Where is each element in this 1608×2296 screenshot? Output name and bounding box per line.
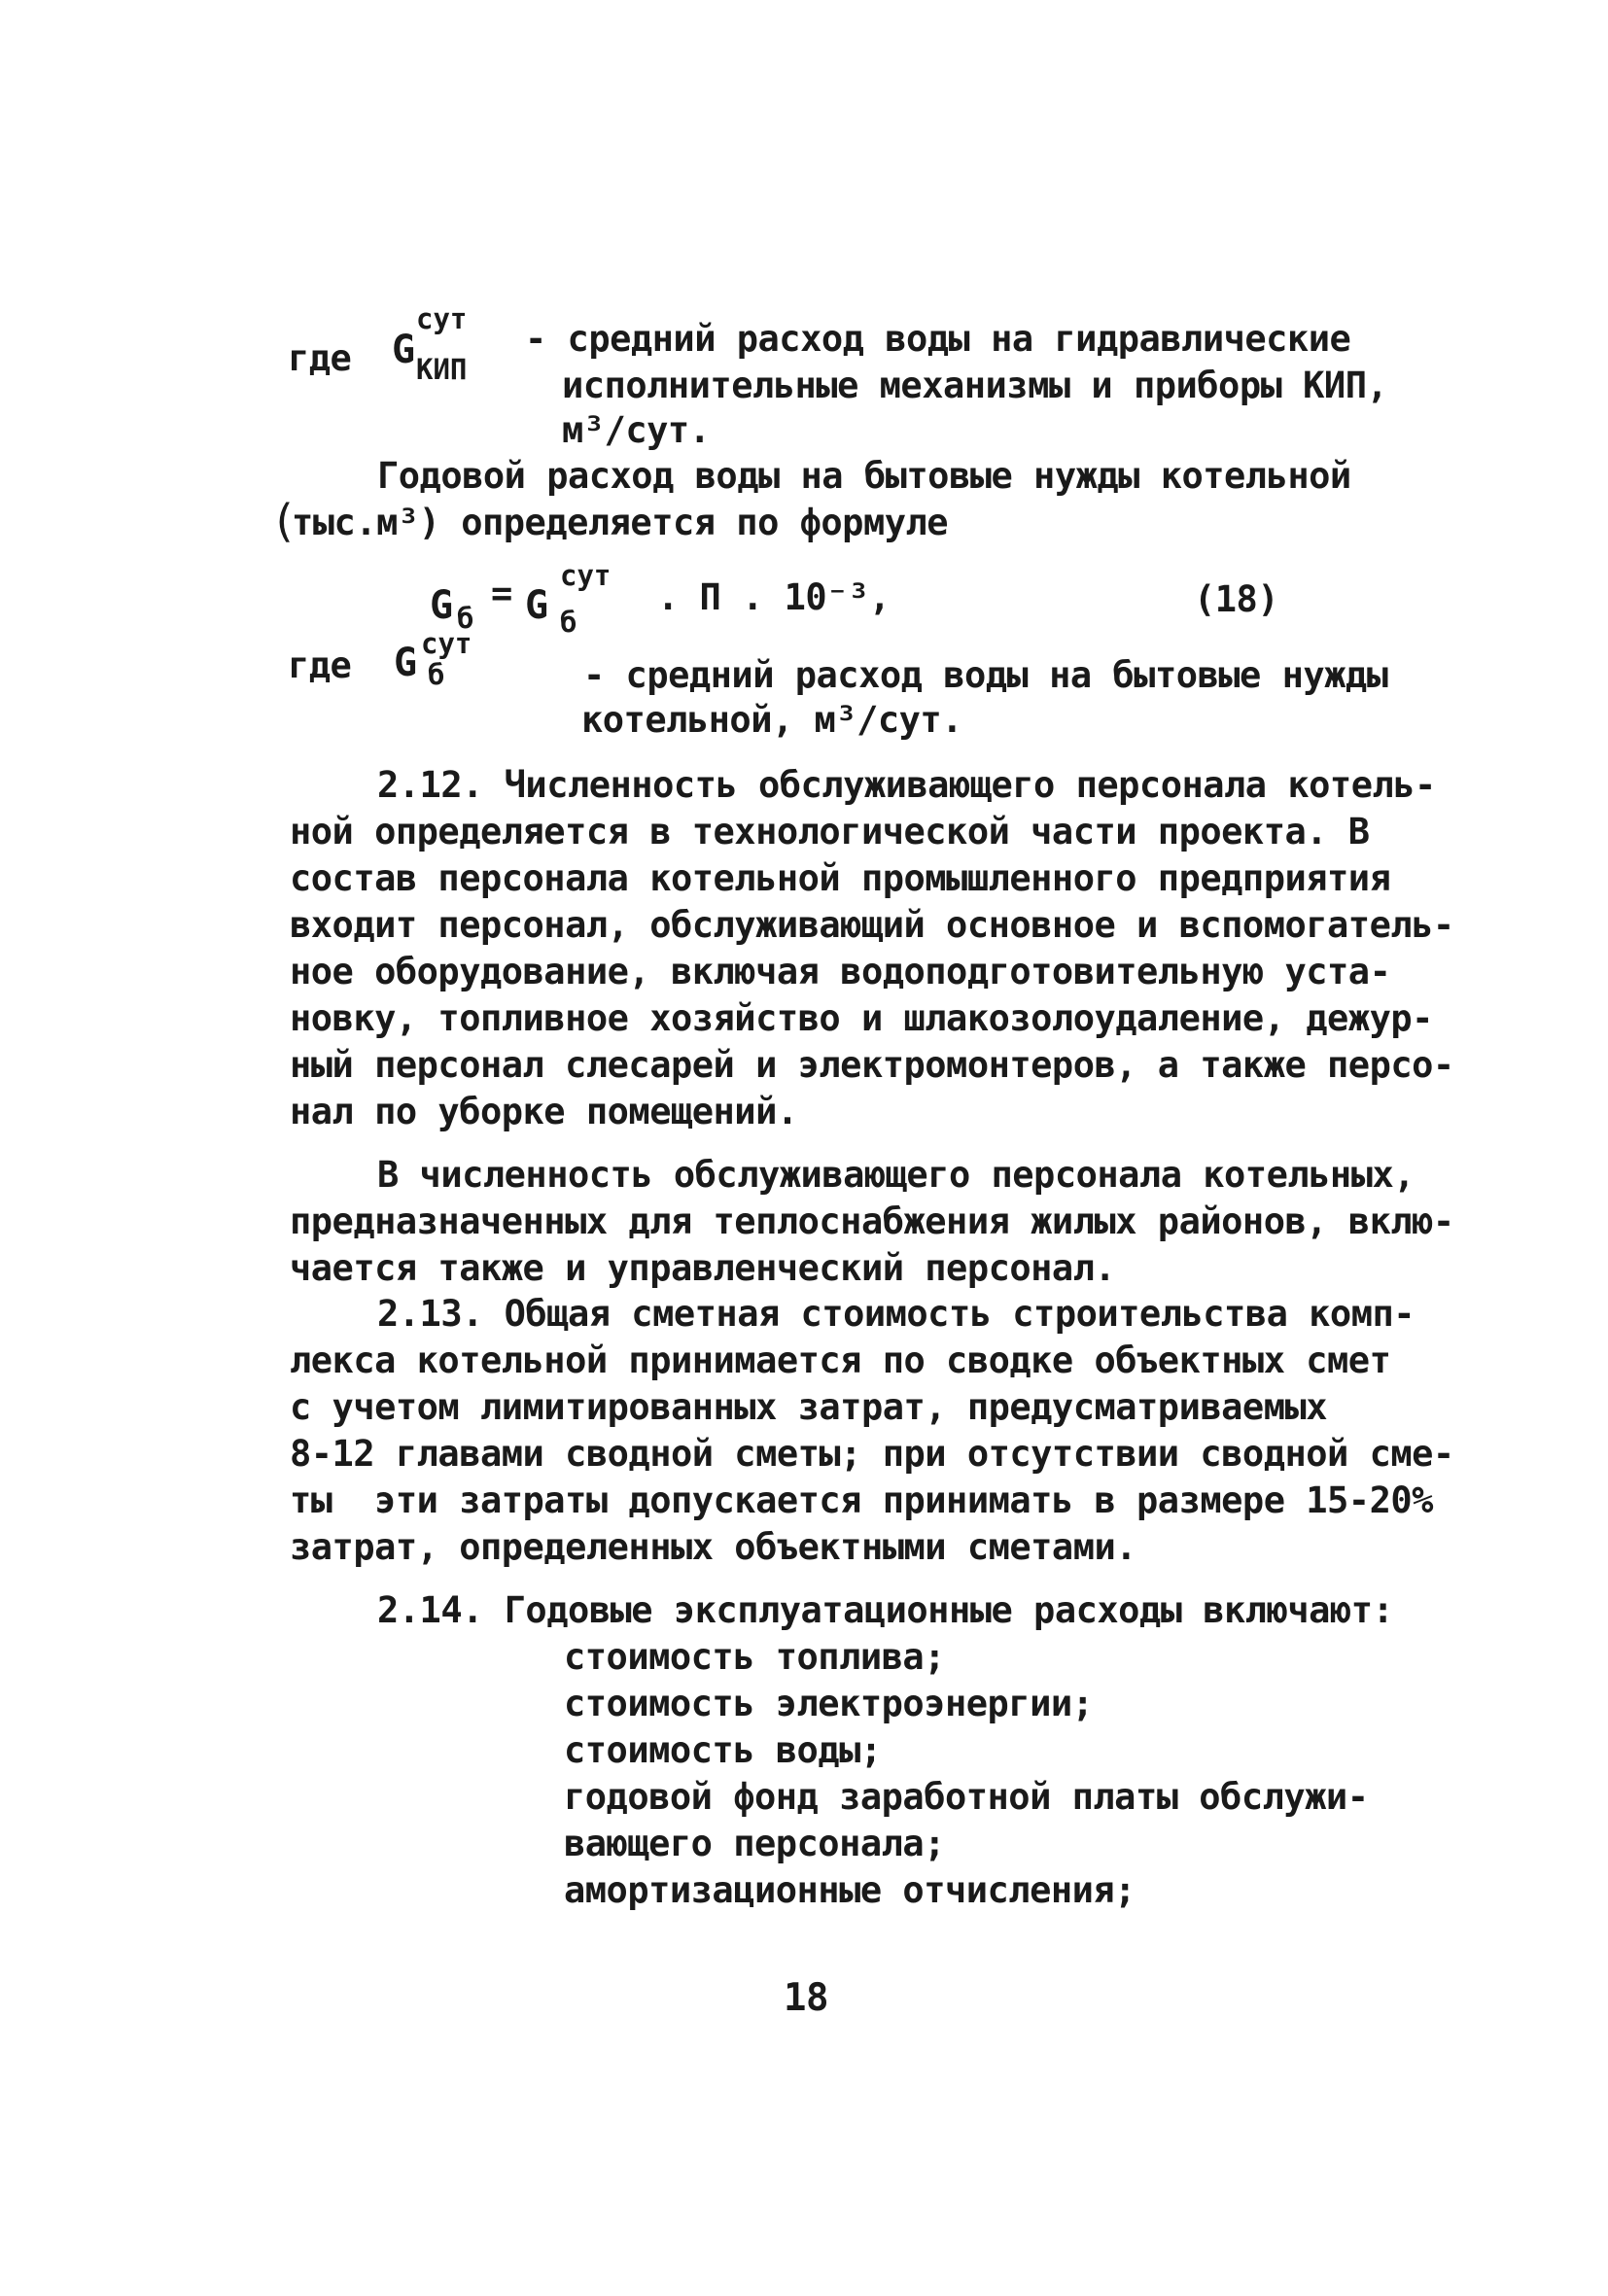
para-2-12-line: новку, топливное хозяйство и шлакозолоудаление, дежур- — [290, 997, 1433, 1039]
formula-rhs-subscript: б — [560, 606, 577, 639]
para-2-13-line: ты эти затраты допускается принимать в размере 15-20% — [290, 1479, 1433, 1521]
para-2-12-line: ной определяется в технологической части проекта. В — [290, 811, 1370, 852]
kip-superscript: сут — [416, 302, 468, 335]
para-2-12-line: ное оборудование, включая водоподготовительную уста- — [290, 951, 1391, 992]
formula-number: (18) — [1194, 578, 1279, 620]
formula-lhs-subscript: б — [457, 602, 474, 635]
kip-description-line: - средний расход воды на гидравлические — [525, 318, 1351, 360]
kip-symbol: G — [392, 328, 416, 372]
kip-description-line: исполнительные механизмы и приборы КИП, — [562, 365, 1388, 406]
expense-item: стоимость воды; — [564, 1729, 882, 1771]
open-parenthesis: ( — [270, 495, 297, 547]
para-2-13-line: лекса котельной принимается по сводке объектных смет — [290, 1339, 1391, 1381]
page-number: 18 — [784, 1976, 828, 2020]
bd-description-line: котельной, м³/сут. — [581, 699, 962, 741]
annual-intro-line: Годовой расход воды на бытовые нужды котельной — [377, 455, 1351, 497]
para-2-12-line: нал по уборке помещений. — [290, 1091, 798, 1132]
para-2-13-line: 2.13. Общая сметная стоимость строительства комп- — [377, 1293, 1416, 1335]
bd-description-line: - средний расход воды на бытовые нужды — [583, 654, 1388, 696]
para-2-12-line: входит персонал, обслуживающий основное и вспомогатель- — [290, 904, 1454, 946]
para-mgmt-line: В численность обслуживающего персонала котельных, — [377, 1154, 1416, 1196]
where-label: где — [288, 337, 352, 379]
where-label: где — [288, 644, 352, 686]
para-2-12-line: ный персонал слесарей и электромонтеров, а также персо- — [290, 1044, 1454, 1086]
para-mgmt-line: чается также и управленческий персонал. — [290, 1247, 1116, 1289]
formula-rhs-superscript: сут — [560, 559, 612, 592]
para-mgmt-line: предназначенных для теплоснабжения жилых районов, вклю- — [290, 1200, 1454, 1242]
formula-tail: . П . 10⁻³, — [657, 576, 891, 618]
expense-item: стоимость топлива; — [564, 1636, 945, 1678]
expense-item: амортизационные отчисления; — [564, 1869, 1136, 1911]
kip-subscript: КИП — [416, 353, 468, 386]
annual-intro-line: тыс.м³) определяется по формуле — [292, 502, 949, 543]
para-2-13-line: затрат, определенных объектными сметами. — [290, 1526, 1137, 1568]
expense-item: стоимость электроэнергии; — [564, 1683, 1094, 1724]
para-2-12-line: 2.12. Численность обслуживающего персонала котель- — [377, 764, 1436, 806]
formula-lhs-symbol: G — [430, 583, 454, 628]
bd-symbol: G — [394, 641, 418, 685]
formula-equals: = — [491, 573, 512, 614]
para-2-13-line: с учетом лимитированных затрат, предусматриваемых — [290, 1386, 1328, 1428]
formula-rhs-symbol: G — [525, 583, 549, 628]
kip-description-line: м³/сут. — [562, 409, 711, 451]
expense-item: вающего персонала; — [564, 1823, 945, 1864]
para-2-14-intro: 2.14. Годовые эксплуатационные расходы включают: — [377, 1589, 1394, 1631]
para-2-12-line: состав персонала котельной промышленного предприятия — [290, 857, 1391, 899]
expense-item: годовой фонд заработной платы обслужи- — [564, 1776, 1369, 1818]
bd-superscript: сут — [421, 627, 472, 660]
bd-subscript: б — [428, 658, 445, 691]
para-2-13-line: 8-12 главами сводной сметы; при отсутствии сводной сме- — [290, 1433, 1454, 1475]
